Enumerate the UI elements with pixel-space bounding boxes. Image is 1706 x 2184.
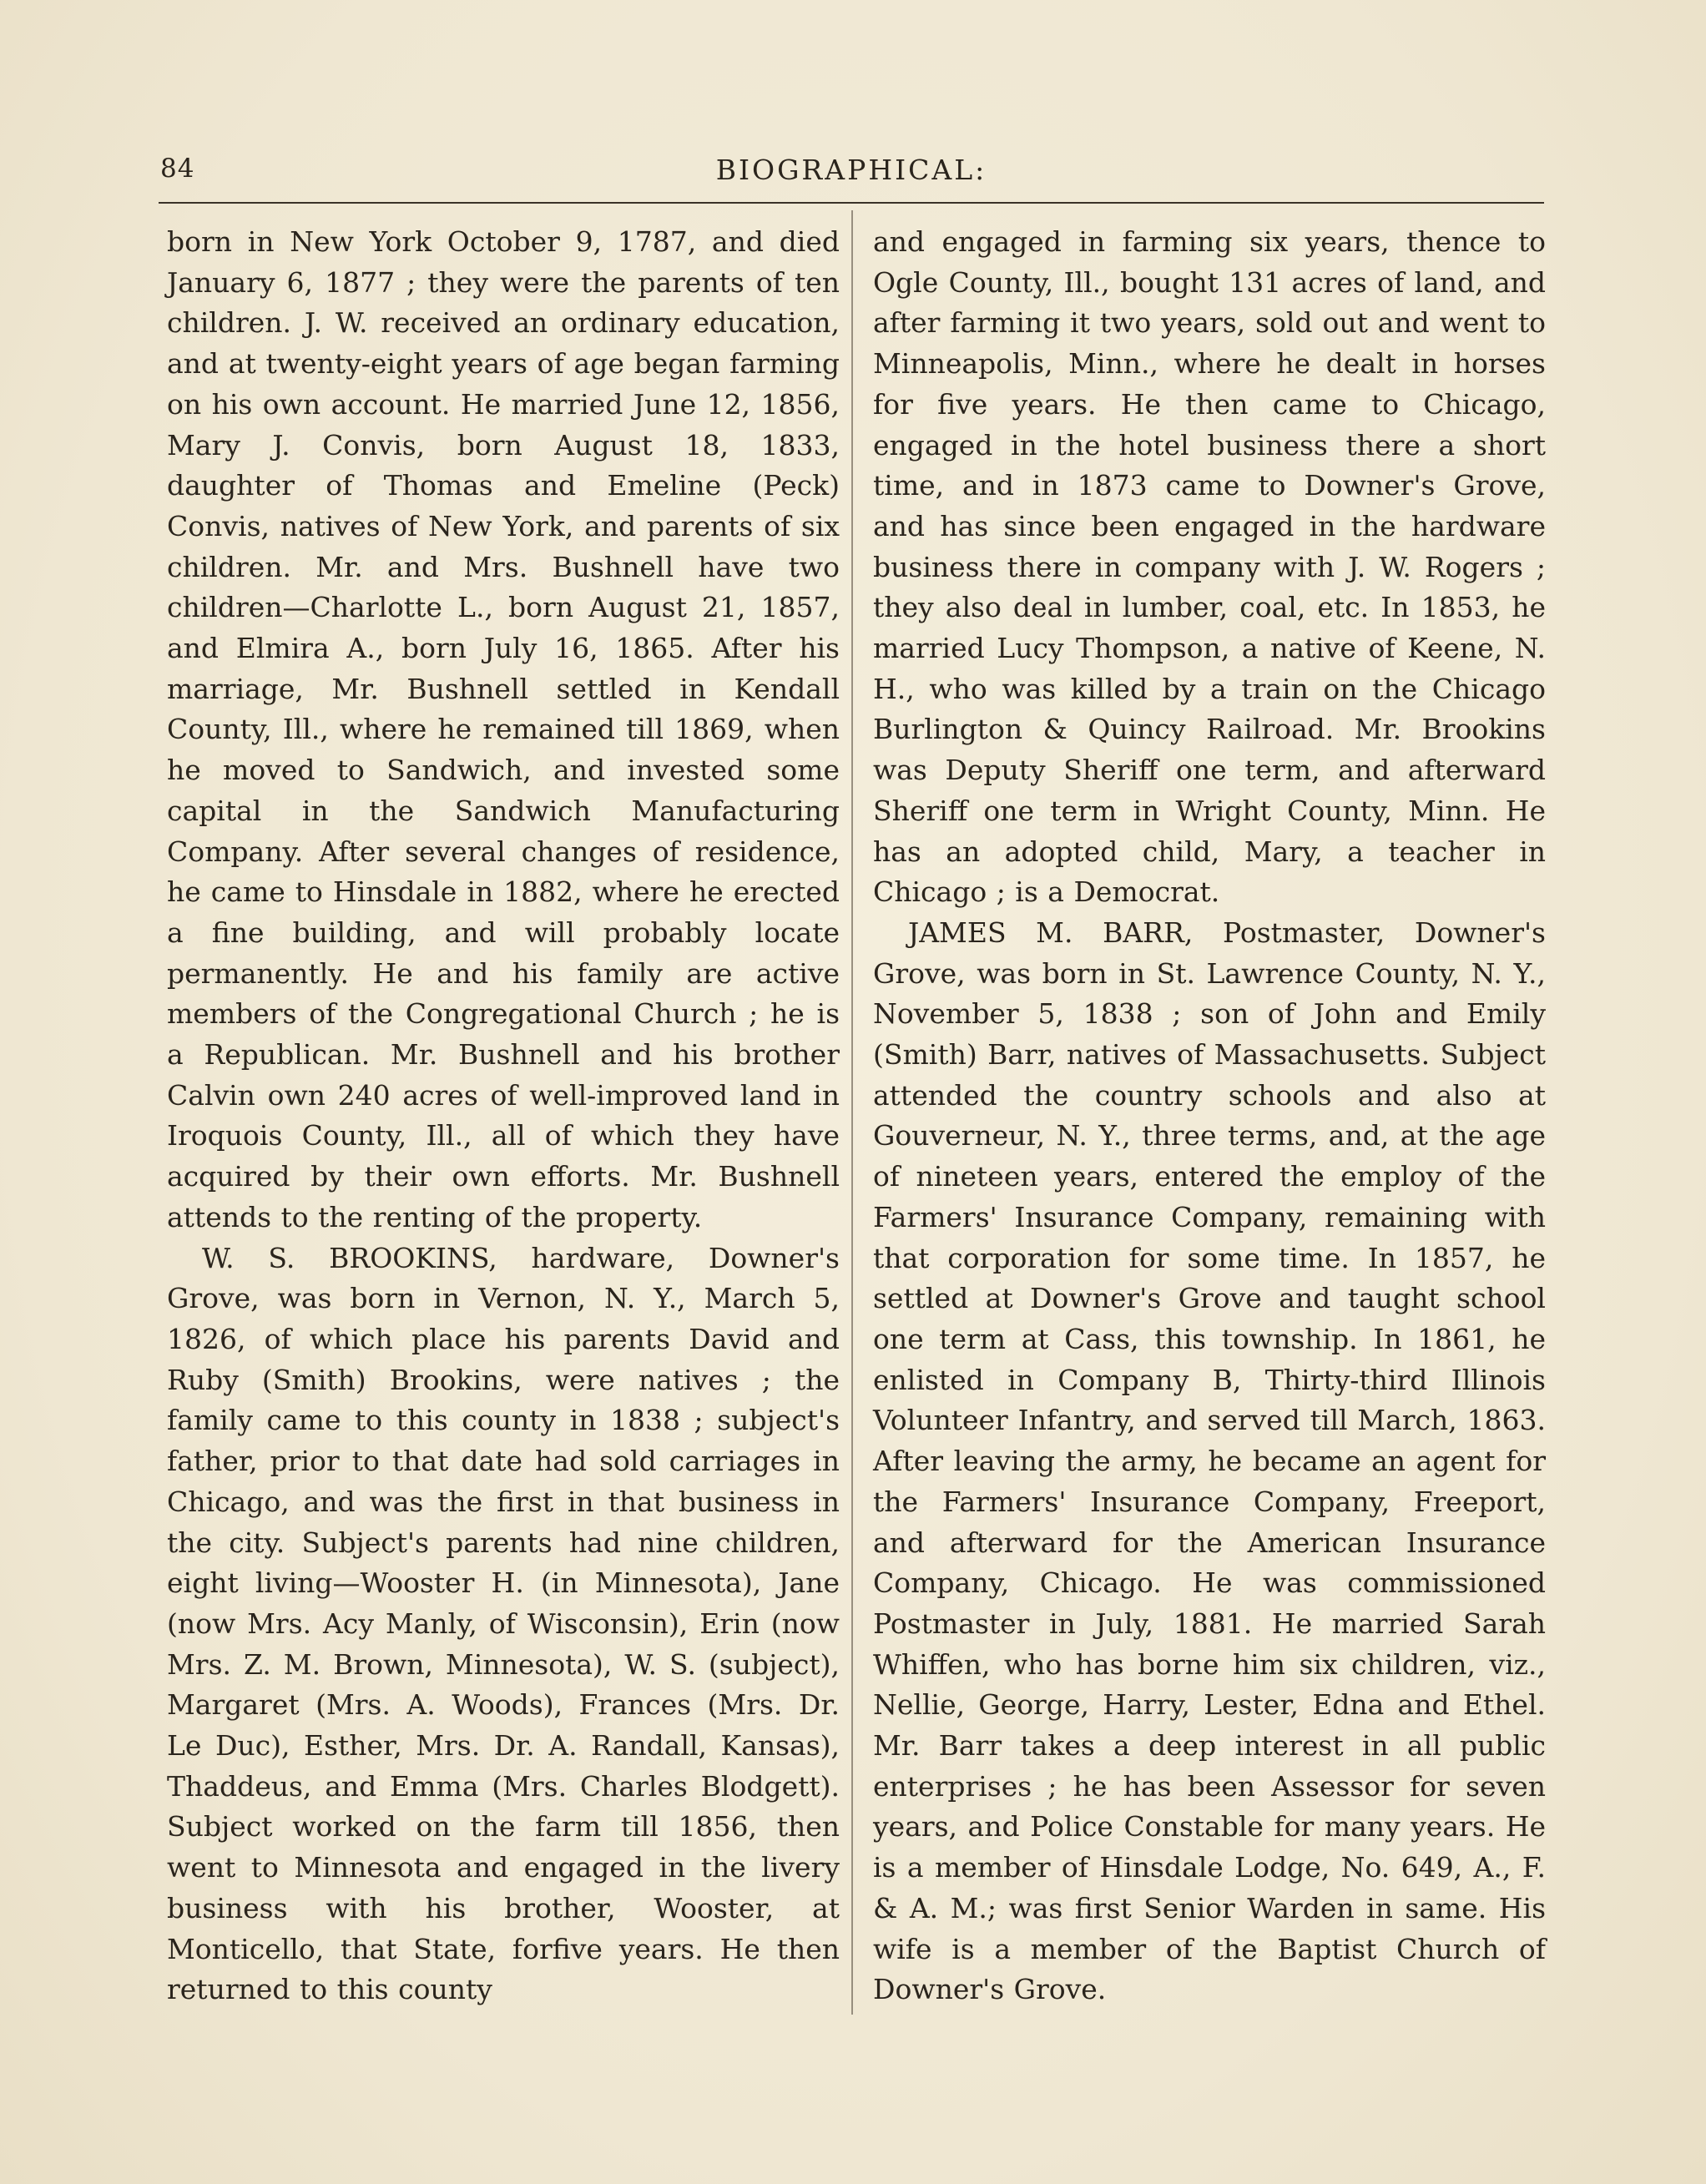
page-header: [159, 150, 1544, 192]
page-number: 84: [160, 154, 195, 184]
header-rule: [159, 202, 1544, 204]
paragraph-barr: JAMES M. BARR, Postmaster, Downer's Grove, was born in St. Lawrence County, N. Y., November 5, 1838 ; son of John and Emily (Smith) Barr, natives of Massachusetts. Subject attended the country schools and also at Gouverneur, N. Y., three terms, and, at the age of nineteen years, entered the employ of the Farmers' Insurance Company, remaining with that corporation for some time. In 1857, he settled at Downer's Grove and taught school one term at Cass, this township. In 1861, he enlisted in Company B, Thirty-third Illinois Volunteer Infantry, and served till March, 1863. After leaving the army, he became an agent for the Farmers' Insurance Company, Freeport, and afterward for the American Insurance Company, Chicago. He was commissioned Postmaster in July, 1881. He married Sarah Whiffen, who has borne him six children, viz., Nellie, George, Harry, Lester, Edna and Ethel. Mr. Barr takes a deep interest in all public enterprises ; he has been Assessor for seven years, and Police Constable for many years. He is a member of Hinsdale Lodge, No. 649, A., F. & A. M.; was first Senior Warden in same. His wife is a member of the Baptist Church of Downer's Grove.: [873, 915, 1546, 2006]
column-divider: [851, 210, 853, 2015]
paragraph-brookins: W. S. BROOKINS, hardware, Downer's Grove, was born in Vernon, N. Y., March 5, 1826, of which place his parents David and Ruby (Smith) Brookins, were natives ; the family came to this county in 1838 ; subject's father, prior to that date had sold carriages in Chicago, and was the first in that business in the city. Subject's parents had nine children, eight living—Wooster H. (in Minnesota), Jane (now Mrs. Acy Manly, of Wisconsin), Erin (now Mrs. Z. M. Brown, Minnesota), W. S. (subject), Margaret (Mrs. A. Woods), Frances (Mrs. Dr. Le Duc), Esther, Mrs. Dr. A. Randall, Kansas), Thaddeus, and Emma (Mrs. Charles Blodgett). Subject worked on the farm till 1856, then went to Minnesota and engaged in the livery business with his brother, Wooster, at Monticello, that State, forfive years. He then returned to this county: [167, 1241, 840, 2006]
left-column: [167, 222, 840, 2010]
paragraph-brookins-continued: and engaged in farming six years, thence to Ogle County, Ill., bought 131 acres of land, and after farming it two years, sold out and went to Minneapolis, Minn., where he dealt in horses for five years. He then came to Chicago, engaged in the hotel business there a short time, and in 1873 came to Downer's Grove, and has since been engaged in the hardware business there in company with J. W. Rogers ; they also deal in lumber, coal, etc. In 1853, he married Lucy Thompson, a native of Keene, N. H., who was killed by a train on the Chicago Burlington & Quincy Railroad. Mr. Brookins was Deputy Sheriff one term, and afterward Sheriff one term in Wright County, Minn. He has an adopted child, Mary, a teacher in Chicago ; is a Democrat.: [873, 225, 1546, 909]
right-column: [873, 222, 1546, 2010]
paragraph-bushnell-continued: born in New York October 9, 1787, and died January 6, 1877 ; they were the parents of ten children. J. W. received an ordinary education, and at twenty-eight years of age began farming on his own account. He married June 12, 1856, Mary J. Convis, born August 18, 1833, daughter of Thomas and Emeline (Peck) Convis, natives of New York, and parents of six children. Mr. and Mrs. Bushnell have two children—Charlotte L., born August 21, 1857, and Elmira A., born July 16, 1865. After his marriage, Mr. Bushnell settled in Kendall County, Ill., where he remained till 1869, when he moved to Sandwich, and invested some capital in the Sandwich Manufacturing Company. After several changes of residence, he came to Hinsdale in 1882, where he erected a fine building, and will probably locate permanently. He and his family are active members of the Congregational Church ; he is a Republican. Mr. Bushnell and his brother Calvin own 240 acres of well-improved land in Iroquois County, Ill., all of which they have acquired by their own efforts. Mr. Bushnell attends to the renting of the property.: [167, 225, 840, 1233]
running-head: BIOGRAPHICAL:: [715, 154, 987, 186]
